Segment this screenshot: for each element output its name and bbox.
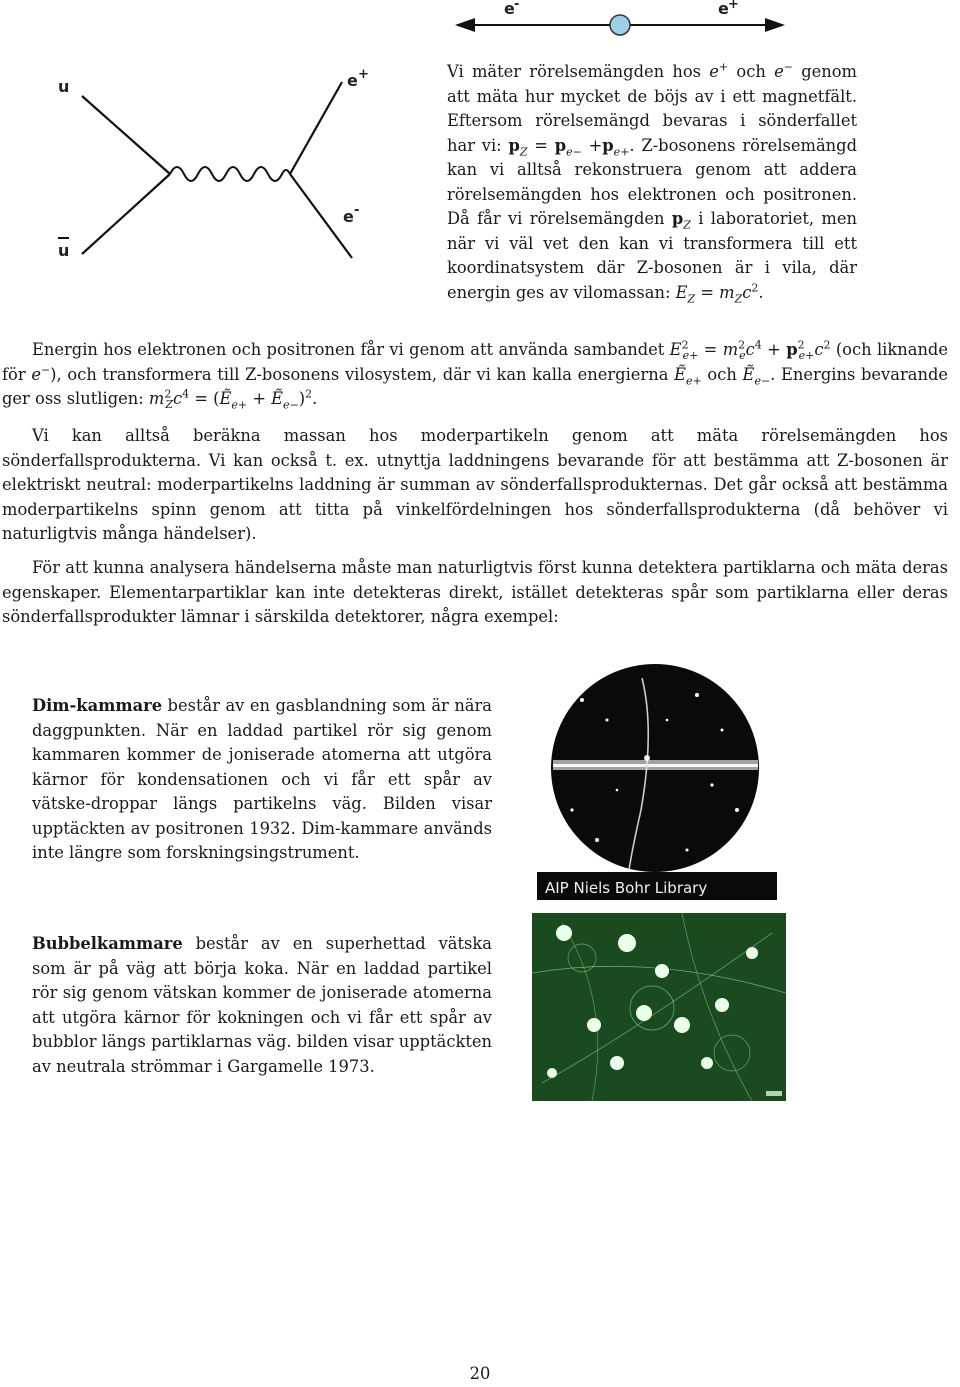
feynman-electron-label: e — [343, 207, 354, 226]
left-arrowhead-icon — [455, 18, 475, 32]
electron-sign: - — [514, 0, 520, 12]
decay-arrow-diagram — [445, 0, 795, 48]
z-boson-propagator — [170, 167, 290, 181]
energy-paragraph: Energin hos elektronen och positronen får vi genom att använda sambandet $E^2_{e+} = m^2_ec^4 + p^2_{e+}c^2$ (och liknande för e−), och transformera till Z-bosonens vilosystem, där vi kan kalla energierna Ẽ$_{e+}$ och Ẽ$_{e-}$. Energins bevarande ger oss slutligen: $m^2_Zc^4$ = (Ẽ$_{e+}$ + Ẽ$_{e-}$)$^2$. — [2, 338, 948, 412]
cloud-chamber-photo — [537, 660, 777, 900]
photo-credit: AIP Niels Bohr Library — [545, 879, 708, 897]
bubble-blob — [556, 925, 572, 941]
cloud-chamber-paragraph: Dim-kammare består av en gasblandning som är nära daggpunkten. När en laddad partikel rör sig genom kammaren kommer de joniserade atomerna att utgöra kärnor för kondensationen och vi får ett spår av vätske-droppar längs partikelns väg. Bilden visar upptäckten av positronen 1932. Dim-kammare används inte längre som forskningsingstrument. — [32, 696, 492, 862]
bubble-chamber-paragraph: Bubbelkammare består av en superhettad vätska som är på väg att börja koka. När en laddad partikel rör sig genom vätskan kommer de joniserade atomerna att utgöra kärnor för kokningen och vi får ett spår av bubblor längs partiklarnas väg. bilden visar upptäckten av neutrala strömmar i Gargamelle 1973. — [32, 934, 492, 1076]
boson-circle-icon — [610, 15, 630, 35]
positron-sign: + — [728, 0, 739, 12]
page-number: 20 — [469, 1364, 491, 1383]
momentum-paragraph: Vi mäter rörelsemängden hos e+ och e− genom att mäta hur mycket de böjs av i ett magnetfält. Eftersom rörelsemängd bevaras i sönderfallet har vi: $p_Z = p_{e-} +p_{e+}$. Z-bosonens rörelsemängd kan vi alltså rekonstruera genom att addera rörelsemängden hos elektronen och positronen. Då får vi rörelsemängden $p_Z$ i laboratoriet, men när vi väl vet den kan vi transformera till ett koordinatsystem där Z-bosonen är i vila, där energin ges av vilomassan: $E_Z = m_Zc^2$. — [447, 60, 857, 305]
antiquark-line — [82, 174, 170, 254]
feynman-electron-sign: - — [354, 203, 360, 218]
cloud-chamber-term: Dim-kammare — [32, 696, 163, 715]
feynman-positron-label: e — [347, 71, 358, 90]
u-antiquark-label: u — [58, 241, 70, 260]
positron-line — [290, 82, 342, 174]
bubble-chamber-photo — [532, 913, 786, 1101]
right-arrowhead-icon — [765, 18, 785, 32]
mass-paragraph: Vi kan alltså beräkna massan hos moderpartikeln genom att mäta rörelsemängden hos sönderfallsprodukterna. Vi kan också t. ex. utnyttja laddningens bevarande för att bestämma att Z-bosonen är elektriskt neutral: moderpartikelns laddning är summan av sönderfallsprodukternas. Det går också att bestämma moderpartikelns spinn genom att titta på vinkelfördelningen hos sönderfallsprodukterna (då behöver vi naturligtvis många händelser). — [2, 426, 948, 543]
electron-label: e — [504, 0, 515, 18]
feynman-diagram — [40, 58, 380, 273]
u-quark-label: u — [58, 77, 70, 96]
bubble-chamber-term: Bubbelkammare — [32, 934, 183, 953]
quark-line — [82, 96, 170, 174]
feynman-positron-sign: + — [358, 67, 369, 82]
positron-label: e — [718, 0, 729, 18]
detection-paragraph: För att kunna analysera händelserna måste man naturligtvis först kunna detektera partiklarna och mäta deras egenskaper. Elementarpartiklar kan inte detekteras direkt, istället detekteras spår som partiklarna eller deras sönderfallsprodukter lämnar i särskilda detektorer, några exempel: — [2, 558, 948, 626]
